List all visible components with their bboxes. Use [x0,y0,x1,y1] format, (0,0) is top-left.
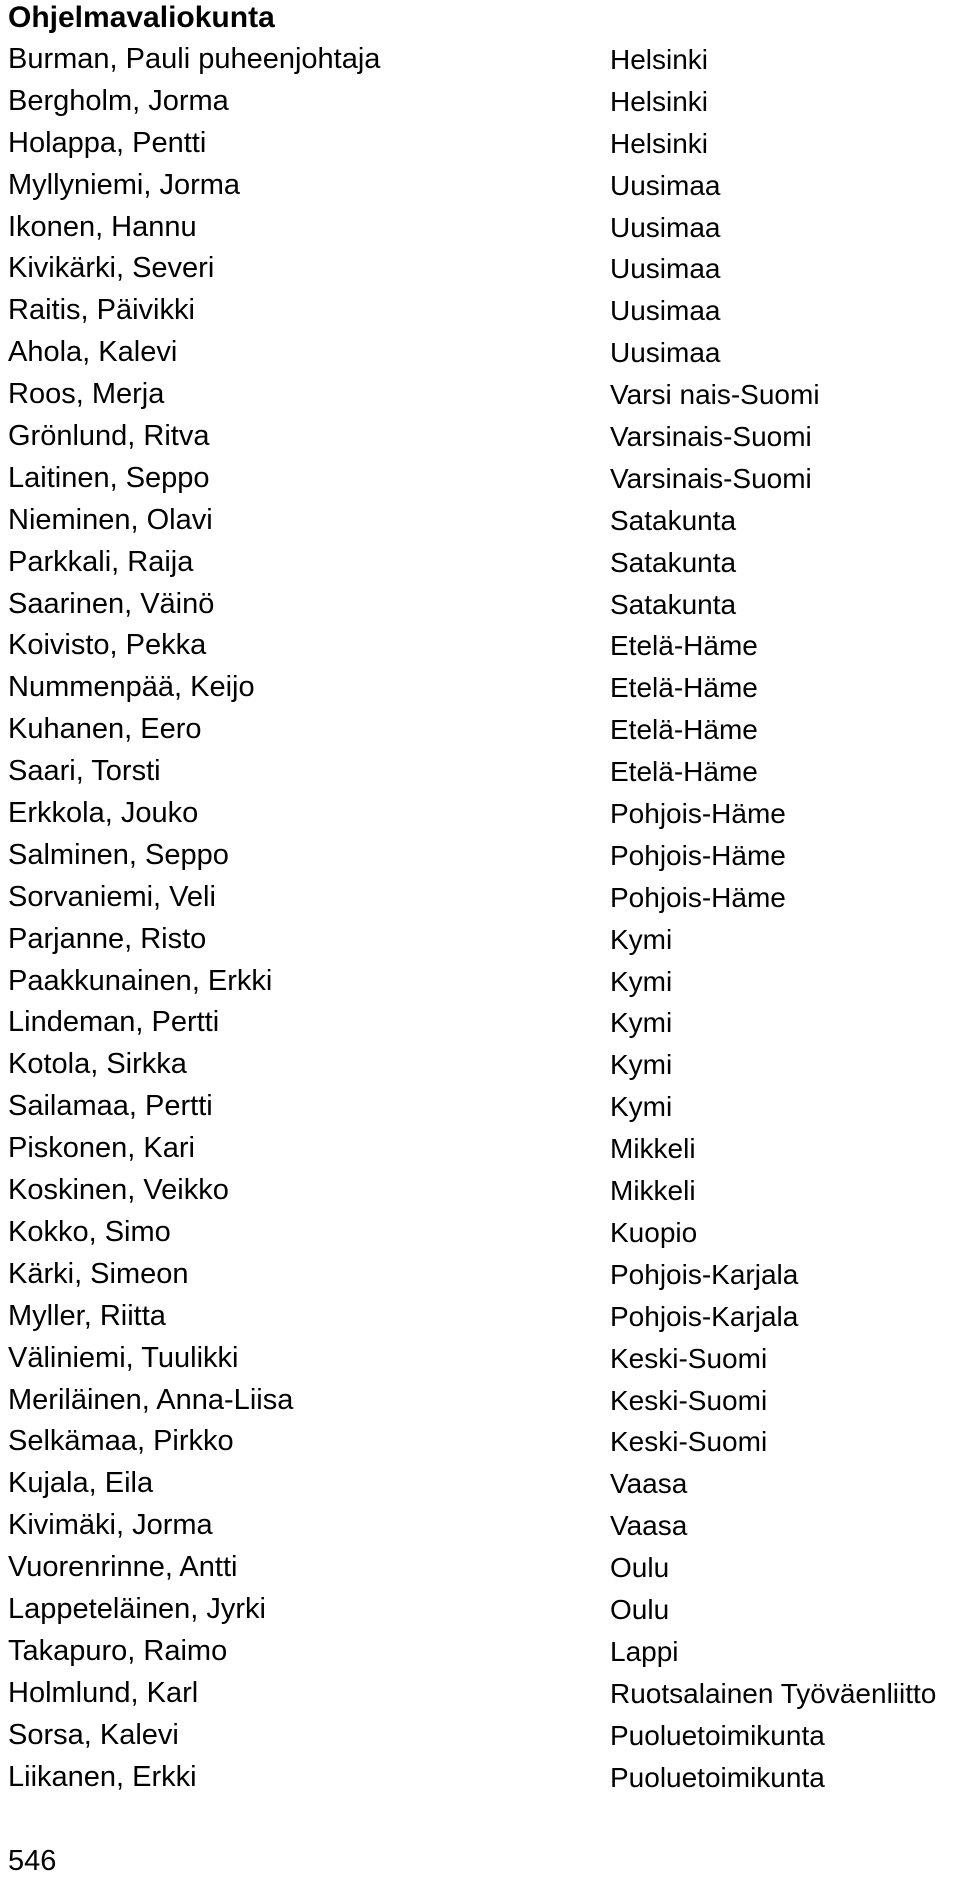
list-item [0,500,960,542]
member-name: Paakkunainen, Erkki [8,964,273,997]
member-region: Varsinais-Suomi [610,421,812,453]
member-name: Bergholm, Jorma [8,84,229,117]
list-item [0,39,960,81]
member-region: Helsinki [610,85,709,117]
member-region: Pohjois-Häme [610,881,786,913]
member-name: Kärki, Simeon [8,1257,189,1290]
member-region: Etelä-Häme [610,756,758,788]
member-name: Saarinen, Väinö [8,587,215,620]
member-name: Saari, Torsti [8,755,161,788]
member-region: Keski-Suomi [610,1384,768,1416]
page-number: 546 [8,1845,57,1877]
member-region: Helsinki [610,44,709,75]
member-region: Uusimaa [610,169,721,201]
list-item [0,667,960,709]
member-region: Puoluetoimikunta [610,1761,825,1793]
member-region: Etelä-Häme [610,630,758,662]
list-item [0,1589,960,1631]
list-item [0,1086,960,1128]
list-item [0,709,960,751]
member-name: Erkkola, Jouko [8,797,199,830]
list-item [0,248,960,290]
list-item [0,1380,960,1422]
list-item [0,1296,960,1338]
member-region: Kymi [610,923,673,955]
list-item [0,919,960,961]
member-region: Pohjois-Karjala [610,1258,799,1290]
member-name: Parjanne, Risto [8,922,207,955]
list-item [0,542,960,584]
member-name: Lindeman, Pertti [8,1006,220,1039]
member-name: Koskinen, Veikko [8,1174,229,1207]
member-name: Holmlund, Karl [8,1676,199,1709]
list-item [0,584,960,626]
member-name: Kokko, Simo [8,1215,171,1248]
member-name: Piskonen, Kari [8,1132,195,1165]
member-name: Selkämaa, Pirkko [8,1425,234,1458]
member-region: Keski-Suomi [610,1342,768,1374]
list-item [0,1002,960,1044]
member-region: Keski-Suomi [610,1426,768,1458]
list-item [0,1128,960,1170]
member-region: Lappi [610,1635,679,1667]
member-region: Pohjois-Häme [610,839,786,871]
member-region: Uusimaa [610,295,721,327]
member-name: Kujala, Eila [8,1467,154,1500]
member-region: Uusimaa [610,337,721,369]
member-region: Ruotsalainen Työväenliitto [610,1677,937,1709]
member-region: Kuopio [610,1216,698,1248]
member-region: Varsi nais-Suomi [610,379,820,411]
member-region: Satakunta [610,588,737,620]
member-name: Kuhanen, Eero [8,713,202,746]
list-item [0,793,960,835]
member-region: Kymi [610,965,673,997]
member-region: Etelä-Häme [610,672,758,704]
list-item [0,1547,960,1589]
list-item [0,416,960,458]
member-name: Laitinen, Seppo [8,461,210,494]
member-name: Koivisto, Pekka [8,629,207,662]
member-region: Varsinais-Suomi [610,462,812,494]
member-region: Mikkeli [610,1133,696,1165]
member-name: Kotola, Sirkka [8,1048,187,1081]
list-item [0,1505,960,1547]
list-item [0,207,960,249]
member-name: Liikanen, Erkki [8,1760,197,1793]
member-region: Puoluetoimikunta [610,1719,825,1751]
member-name: Nieminen, Olavi [8,503,213,536]
member-name: Ikonen, Hannu [8,210,197,243]
member-name: Väliniemi, Tuulikki [8,1341,239,1374]
list-item [0,1338,960,1380]
member-region: Oulu [610,1593,670,1625]
member-region: Kymi [610,1091,673,1123]
member-name: Vuorenrinne, Antti [8,1551,238,1584]
member-name: Takapuro, Raimo [8,1634,228,1667]
member-region: Mikkeli [610,1175,696,1207]
member-region: Satakunta [610,546,737,578]
member-region: Etelä-Häme [610,714,758,746]
list-item [0,165,960,207]
list-item [0,1631,960,1673]
member-region: Helsinki [610,127,709,159]
page-title: Ohjelmavaliokunta [8,1,275,34]
member-name: Salminen, Seppo [8,838,229,871]
list-item [0,374,960,416]
list-item [0,81,960,123]
member-region: Kymi [610,1007,673,1039]
list-item [0,1757,960,1799]
member-name: Parkkali, Raija [8,545,194,578]
member-region: Uusimaa [610,253,721,285]
member-region: Kymi [610,1049,673,1081]
member-list [0,39,960,1798]
list-item [0,1254,960,1296]
member-name: Myller, Riitta [8,1299,166,1332]
member-name: Nummenpää, Keijo [8,671,255,704]
member-name: Roos, Merja [8,378,165,411]
member-name: Sailamaa, Pertti [8,1090,213,1123]
member-name: Burman, Pauli puheenjohtaja [8,43,381,75]
member-name: Lappeteläinen, Jyrki [8,1592,266,1625]
list-item [0,458,960,500]
list-item [0,1463,960,1505]
list-item [0,1170,960,1212]
list-item [0,877,960,919]
member-region: Pohjois-Karjala [610,1300,799,1332]
list-item [0,625,960,667]
list-item [0,1044,960,1086]
list-item [0,835,960,877]
member-name: Sorvaniemi, Veli [8,880,216,913]
member-name: Meriläinen, Anna-Liisa [8,1383,294,1416]
member-name: Myllyniemi, Jorma [8,168,241,201]
list-item [0,751,960,793]
member-name: Kivikärki, Severi [8,252,215,285]
list-item [0,1673,960,1715]
member-name: Holappa, Pentti [8,126,207,159]
member-region: Vaasa [610,1468,688,1500]
member-region: Uusimaa [610,211,721,243]
member-name: Kivimäki, Jorma [8,1509,213,1542]
member-name: Grönlund, Ritva [8,420,210,453]
member-region: Vaasa [610,1510,688,1542]
list-item [0,1715,960,1757]
list-item [0,290,960,332]
list-item [0,1212,960,1254]
member-region: Satakunta [610,504,737,536]
member-region: Pohjois-Häme [610,798,786,830]
list-item [0,961,960,1003]
list-item [0,332,960,374]
member-region: Oulu [610,1552,670,1584]
member-name: Ahola, Kalevi [8,336,178,369]
list-item [0,1421,960,1463]
member-name: Sorsa, Kalevi [8,1718,179,1751]
member-name: Raitis, Päivikki [8,294,195,327]
list-item [0,123,960,165]
